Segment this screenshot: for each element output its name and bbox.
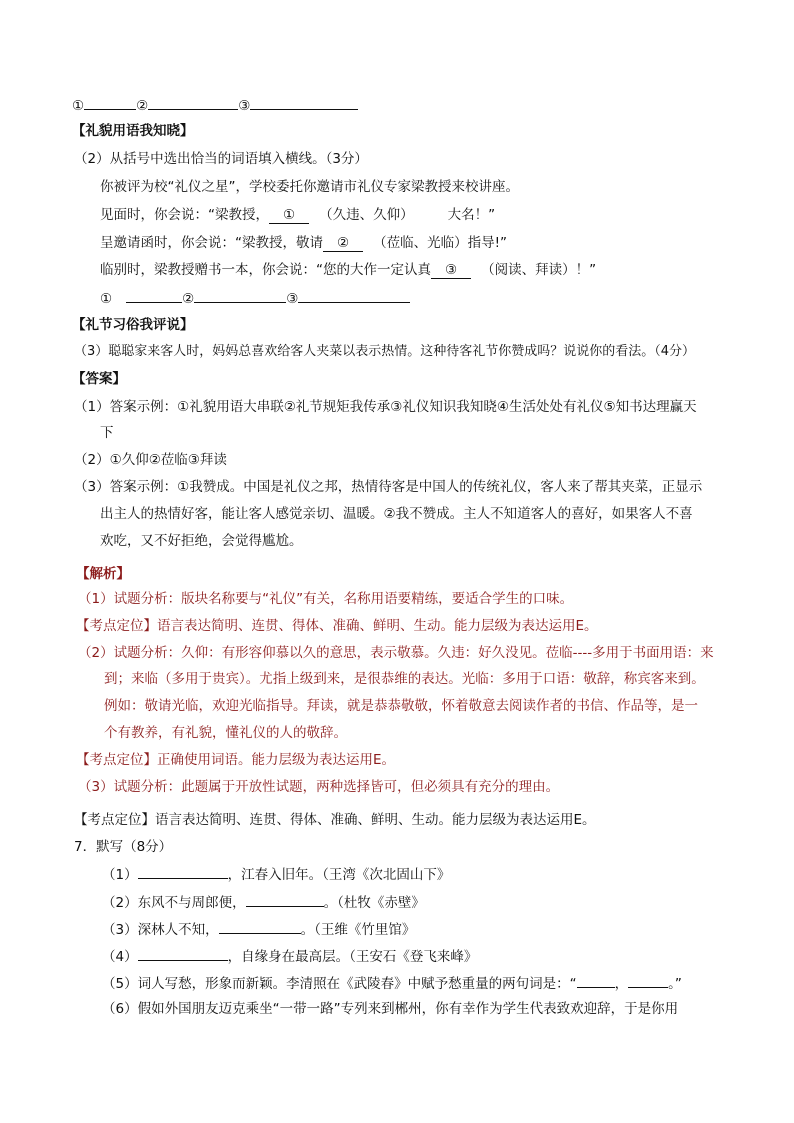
q2-line-3-text: 临别时，梁教授赠书一本，你会说：“您的大作一定认真 [100,262,431,278]
q2-answer-num-3: ③ [286,291,299,307]
answer-title: 【答案】 [72,371,126,387]
q7-item-2-source: 。（杜牧《赤壁》 [323,895,425,911]
q7-blank-1[interactable] [138,864,228,879]
answer-blank-3[interactable] [250,95,358,110]
q7-item-5-end: 。” [668,976,682,992]
q2-line-1-text: 见面时，你会说：“梁教授， [100,207,269,223]
answer-2: （2）①久仰②莅临③拜读 [74,452,227,468]
keypoint-2: 【考点定位】正确使用词语。能力层级为表达运用E。 [76,752,396,768]
section-title-liyu: 【礼貌用语我知晓】 [72,123,194,139]
analysis-2-line-3: 例如：敬请光临，欢迎光临指导。拜读，就是恭恭敬敬，怀着敬意去阅读作者的书信、作品等，是一 [104,698,698,714]
q2-answer-blank-1[interactable] [126,288,182,303]
q7-item-2-text: （2）东风不与周郎便， [102,895,246,911]
q7-item-3-source: 。（王维《竹里馆》 [300,922,416,938]
q7-item-4-num: （4） [102,949,138,965]
q7-item-2 [102,892,425,912]
analysis-2-line-2: 到；来临（多用于贵宾）。尤指上级到来，是很恭维的表达。光临：多用于口语：敬辞，称宾客来到。 [104,671,705,687]
analysis-1: （1）试题分析：版块名称要与“礼仪”有关，名称用语要精练，要适合学生的口味。 [78,591,574,607]
q2-answer-num-2: ② [182,291,195,307]
q2-context: 你被评为校“礼仪之星”，学校委托你邀请市礼仪专家梁教授来校讲座。 [100,179,519,195]
q7-item-3-text: （3）深林人不知， [102,922,219,938]
q7-item-3 [102,919,415,939]
answer-3-line-3: 欢吃，又不好拒绝，会觉得尴尬。 [100,533,303,549]
q7-item-4 [102,946,477,966]
q2-answer-blank-2[interactable] [194,288,286,303]
q2-blank-3[interactable]: ③ [431,262,471,279]
q2-line-2 [100,234,507,252]
q2-stem: （2）从括号中选出恰当的词语填入横线。（3分） [74,151,368,167]
answer-1-line-1: （1）答案示例：①礼貌用语大串联②礼节规矩我传承③礼仪知识我知晓④生活处处有礼仪⑤知书达理赢天 [74,399,697,415]
q7-blank-4[interactable] [138,946,228,961]
answer-3-line-1: （3）答案示例：①我赞成。中国是礼仪之邦，热情待客是中国人的传统礼仪，客人来了帮其夹菜，正显示 [74,479,703,495]
q7-item-1 [102,864,450,884]
keypoint-1: 【考点定位】语言表达简明、连贯、得体、准确、鲜明、生动。能力层级为表达运用E。 [76,618,598,634]
q7-item-1-num: （1） [102,867,138,883]
analysis-2-line-1: （2）试题分析：久仰：有形容仰慕以久的意思，表示敬慕。久违：好久没见。莅临----多用于书面用语：来 [78,645,714,661]
keypoint-final: 【考点定位】语言表达简明、连贯、得体、准确、鲜明、生动。能力层级为表达运用E。 [74,812,596,828]
q2-line-1-end: 大名！” [447,207,496,223]
q7-blank-5b[interactable] [628,973,668,988]
q2-option-1: （久违、久仰） [319,207,414,223]
q7-stem: 7．默写（8分） [74,839,173,855]
q7-blank-5a[interactable] [577,973,615,988]
blank-num-1: ① [72,98,85,114]
q7-blank-2[interactable] [246,892,324,907]
q7-item-1-text: ，江春入旧年。（王湾《次北固山下》 [227,867,451,883]
q7-item-5 [102,973,682,993]
q2-option-2: （莅临、光临）指导!” [373,235,508,251]
section-title-lijie: 【礼节习俗我评说】 [72,317,194,333]
blank-num-3: ③ [238,98,251,114]
analysis-3: （3）试题分析：此题属于开放性试题，两种选择皆可，但必须具有充分的理由。 [78,779,560,795]
q3-stem: （3）聪聪家来客人时，妈妈总喜欢给客人夹菜以表示热情。这种待客礼节你赞成吗？说说你的看法。（4分） [74,344,696,359]
answer-1-line-2: 下 [100,425,114,441]
q2-answer-num-1: ① [100,291,113,307]
q7-blank-3[interactable] [219,919,301,934]
answer-blank-2[interactable] [148,95,238,110]
q7-item-6: （6）假如外国朋友迈克乘坐“一带一路”专列来到郴州，你有幸作为学生代表致欢迎辞，于是你用 [102,1001,679,1017]
q2-answer-row [100,288,410,308]
q2-option-3: （阅读、拜读）！” [481,262,597,278]
analysis-2-line-4: 个有教养，有礼貌，懂礼仪的人的敬辞。 [104,725,347,741]
q2-line-3 [100,261,596,279]
top-blank-row [72,95,358,115]
q2-answer-blank-3[interactable] [298,288,410,303]
answer-blank-1[interactable] [84,95,136,110]
q7-item-5-text: （5）词人写愁，形象而新颖。李清照在《武陵春》中赋予愁重量的两句词是：“ [102,976,577,992]
q7-item-5-comma: ， [614,976,629,992]
q2-line-1 [100,206,495,224]
blank-num-2: ② [136,98,149,114]
analysis-title: 【解析】 [76,566,130,582]
q2-line-2-text: 呈邀请函时，你会说：“梁教授，敬请 [100,235,323,251]
q2-blank-1[interactable]: ① [269,207,309,224]
q7-item-4-text: ，自缘身在最高层。（王安石《登飞来峰》 [227,949,478,965]
answer-3-line-2: 出主人的热情好客，能让客人感觉亲切、温暖。②我不赞成。主人不知道客人的喜好，如果客人不喜 [100,506,693,522]
q2-blank-2[interactable]: ② [323,235,363,252]
